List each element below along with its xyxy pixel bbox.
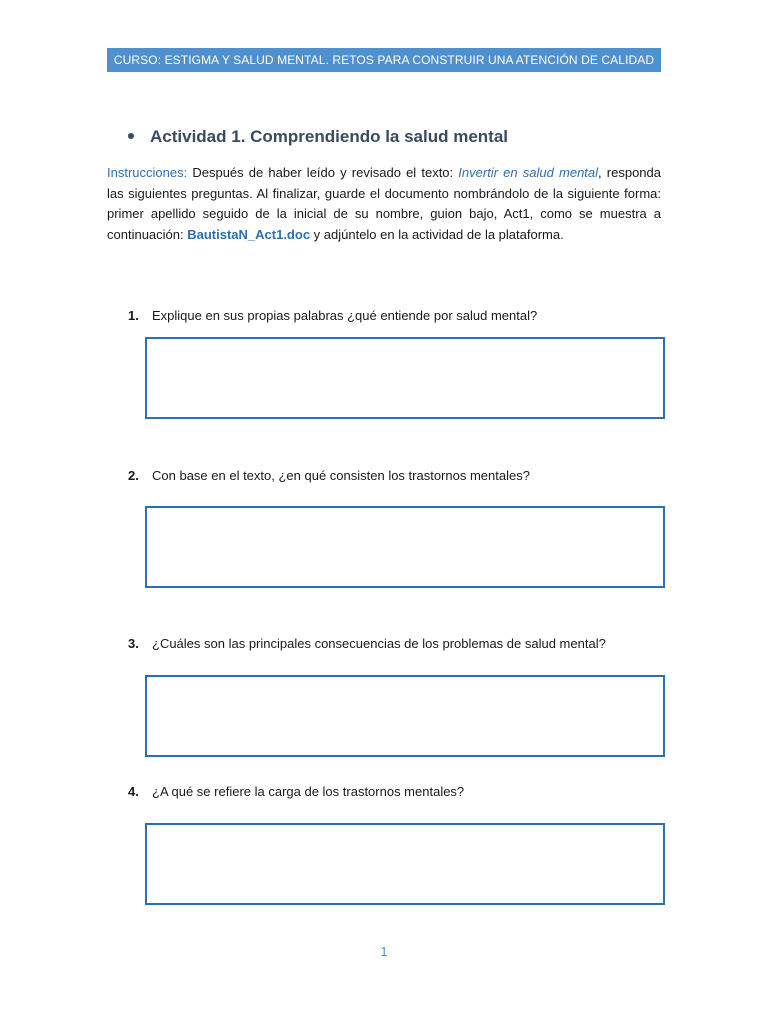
instructions-text-2: , responda las siguientes preguntas. Al finalizar, guarde el documento nombrándolo de la siguiente forma: primer apellido seguido de la inicial de su nombre, guion bajo, Act1, como se muestra a continuación:: [107, 165, 661, 242]
question-number: 2.: [128, 468, 139, 483]
question-number: 4.: [128, 784, 139, 799]
question-2: [128, 468, 530, 483]
course-header-banner: [107, 48, 661, 72]
answer-box-3[interactable]: [145, 675, 665, 757]
question-number: 1.: [128, 308, 139, 323]
question-4: [128, 784, 464, 799]
instructions-label: Instrucciones:: [107, 165, 188, 180]
question-text: Con base en el texto, ¿en qué consisten los trastornos mentales?: [152, 468, 530, 483]
question-text: Explique en sus propias palabras ¿qué entiende por salud mental?: [152, 308, 538, 323]
answer-box-1[interactable]: [145, 337, 665, 419]
page-number: 1: [380, 944, 388, 959]
question-text: ¿A qué se refiere la carga de los trastornos mentales?: [152, 784, 465, 799]
bullet-icon: [128, 133, 134, 139]
instructions-paragraph: [107, 163, 661, 245]
activity-heading: [128, 127, 508, 147]
question-1: [128, 308, 537, 323]
instructions-text-3: y adjúntelo en la actividad de la plataforma.: [310, 226, 564, 242]
answer-box-2[interactable]: [145, 506, 665, 588]
answer-box-4[interactable]: [145, 823, 665, 905]
question-3: [128, 636, 606, 651]
question-text: ¿Cuáles son las principales consecuencias de los problemas de salud mental?: [152, 636, 606, 651]
question-number: 3.: [128, 636, 139, 651]
course-title: CURSO: ESTIGMA Y SALUD MENTAL. RETOS PARA CONSTRUIR UNA ATENCIÓN DE CALIDAD: [113, 53, 655, 67]
instructions-text-1: Después de haber leído y revisado el texto:: [187, 165, 459, 180]
activity-title: Actividad 1. Comprendiendo la salud mental: [150, 127, 509, 146]
instructions-file-name: BautistaN_Act1.doc: [187, 226, 311, 242]
instructions-reading-title: Invertir en salud mental: [458, 165, 599, 180]
